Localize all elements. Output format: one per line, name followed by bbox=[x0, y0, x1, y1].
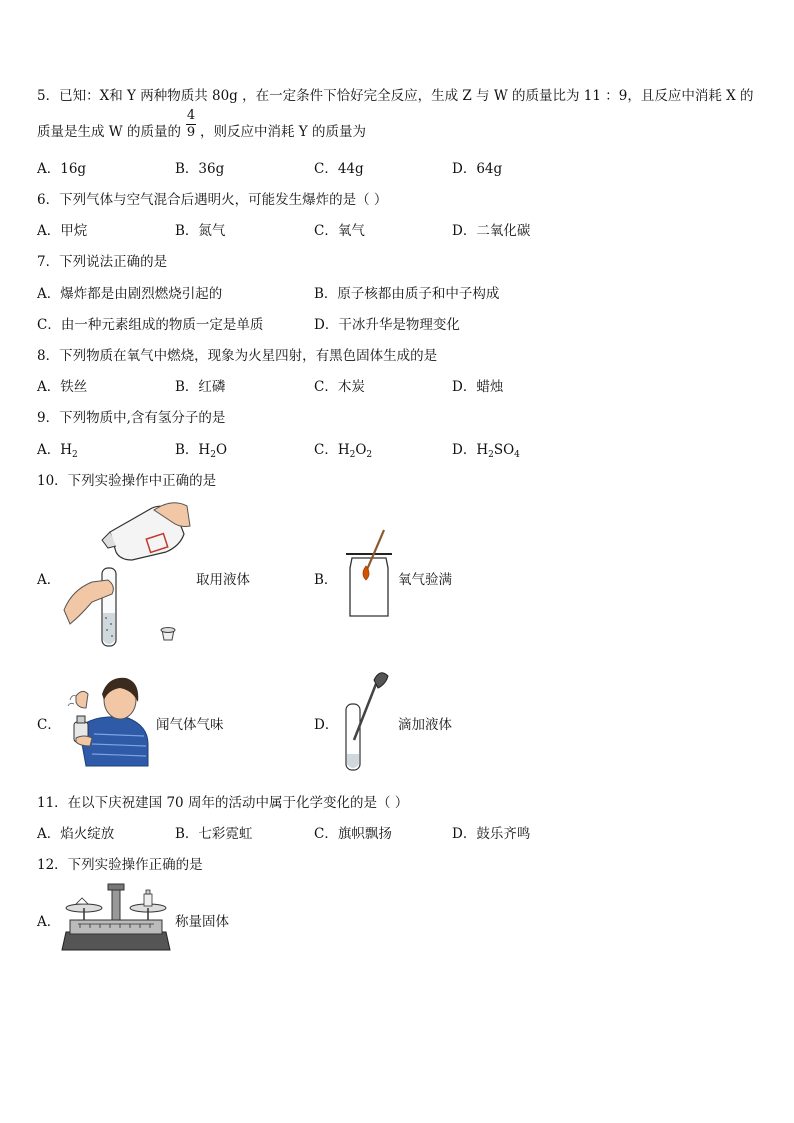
q7-option-c: C．由一种元素组成的物质一定是单质 bbox=[37, 317, 264, 333]
q9-option-d: D．$H_2SO_4$ bbox=[452, 442, 520, 460]
q9-stem: 9．下列物质中,含有氢分子的是 bbox=[37, 410, 226, 426]
q12-option-a-letter: A． bbox=[37, 914, 61, 930]
q9-option-b: B．$H_2O$ bbox=[175, 442, 228, 460]
q10-option-a-letter: A． bbox=[37, 572, 61, 588]
q10-option-c-caption: 闻气体气味 bbox=[156, 717, 224, 733]
fraction-numerator: 4 bbox=[186, 108, 196, 123]
q6-option-b: B．氮气 bbox=[175, 223, 226, 239]
dropper-illustration bbox=[340, 670, 392, 774]
q8-option-b: B．红磷 bbox=[175, 379, 226, 395]
q5-fraction bbox=[186, 108, 196, 141]
q10-option-c-letter: C． bbox=[37, 717, 61, 733]
q6-option-a: A．甲烷 bbox=[37, 223, 88, 239]
q11-option-b: B．七彩霓虹 bbox=[175, 826, 253, 842]
q8-option-a: A．铁丝 bbox=[37, 379, 88, 395]
q12-stem: 12．下列实验操作正确的是 bbox=[37, 857, 203, 873]
q9-option-a: A．$H_2$ bbox=[37, 442, 78, 460]
q9-option-c: C．$H_2O_2$ bbox=[314, 442, 373, 460]
balance-scale-illustration bbox=[60, 880, 172, 956]
q5-stem-line2b: ，则反应中消耗 Y 的质量为 bbox=[200, 124, 366, 140]
oxygen-test-illustration bbox=[344, 528, 394, 618]
q8-option-d: D．蜡烛 bbox=[452, 379, 504, 395]
q7-option-d: D．干冰升华是物理变化 bbox=[314, 317, 460, 333]
q5-stem-line1: 5．已知：X和 Y 两种物质共 80g ，在一定条件下恰好完全反应，生成 Z 与 W 的质量比为 11 ：9，且反应中消耗 X 的 bbox=[37, 88, 754, 104]
q5-option-c: C．44g bbox=[314, 161, 364, 177]
q10-option-a-caption: 取用液体 bbox=[196, 572, 250, 588]
q7-option-b: B．原子核都由质子和中子构成 bbox=[314, 286, 500, 302]
q5-option-d: D．64g bbox=[452, 161, 503, 177]
q5-option-a: A．16g bbox=[37, 161, 87, 177]
q7-stem: 7．下列说法正确的是 bbox=[37, 254, 168, 270]
q7-option-a: A．爆炸都是由剧烈燃烧引起的 bbox=[37, 286, 223, 302]
q11-option-a: A．焰火绽放 bbox=[37, 826, 115, 842]
q12-option-a-caption: 称量固体 bbox=[175, 914, 229, 930]
q10-option-d-caption: 滴加液体 bbox=[398, 717, 452, 733]
q10-option-d-letter: D． bbox=[314, 717, 339, 733]
q6-option-c: C．氧气 bbox=[314, 223, 365, 239]
fraction-denominator: 9 bbox=[186, 125, 196, 140]
q6-stem: 6．下列气体与空气混合后遇明火，可能发生爆炸的是（ ） bbox=[37, 192, 388, 208]
q10-option-b-caption: 氧气验满 bbox=[398, 572, 452, 588]
q5-option-b: B．36g bbox=[175, 161, 225, 177]
q6-option-d: D．二氧化碳 bbox=[452, 223, 531, 239]
q10-stem: 10．下列实验操作中正确的是 bbox=[37, 473, 217, 489]
q10-option-b-letter: B． bbox=[314, 572, 338, 588]
pouring-liquid-illustration bbox=[62, 498, 197, 650]
q8-option-c: C．木炭 bbox=[314, 379, 365, 395]
smelling-gas-illustration bbox=[64, 674, 152, 766]
q11-option-c: C．旗帜飘扬 bbox=[314, 826, 392, 842]
q11-stem: 11．在以下庆祝建国 70 周年的活动中属于化学变化的是（ ） bbox=[37, 795, 409, 811]
q11-option-d: D．鼓乐齐鸣 bbox=[452, 826, 531, 842]
q8-stem: 8．下列物质在氧气中燃烧，现象为火星四射，有黑色固体生成的是 bbox=[37, 348, 438, 364]
q5-stem-line2a: 质量是生成 W 的质量的 bbox=[37, 124, 181, 140]
